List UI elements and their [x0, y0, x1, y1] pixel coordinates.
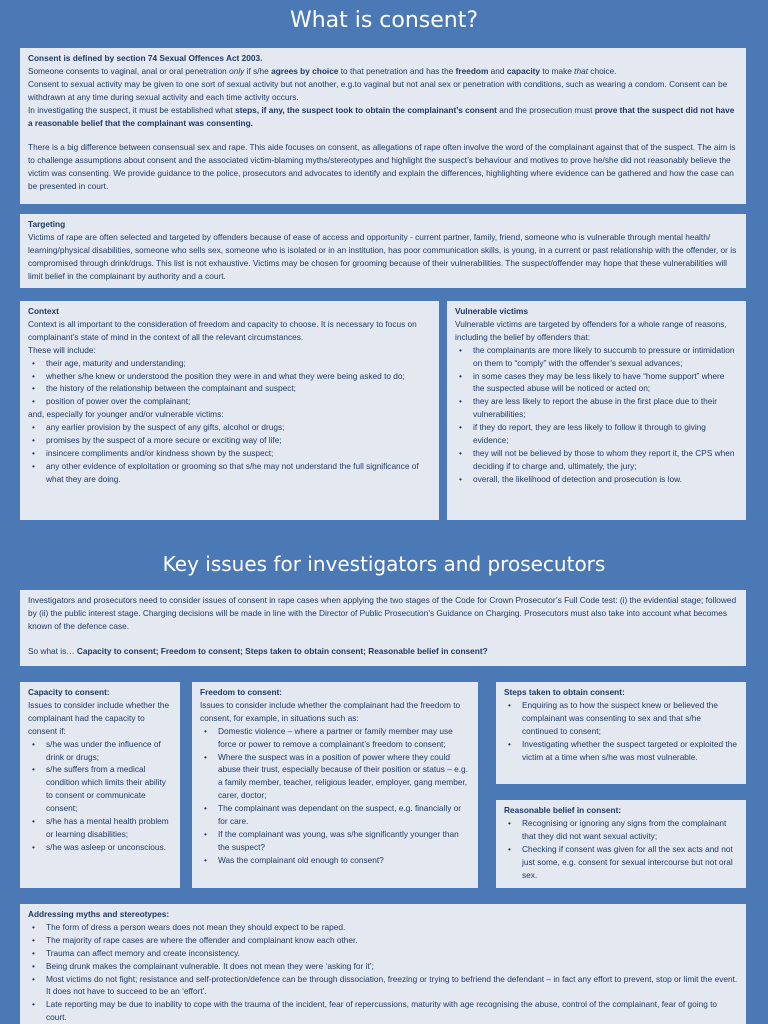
list-item: • the history of the relationship between the complainant and suspect;	[28, 382, 431, 395]
list-item: • s/he has a mental health problem or learning disabilities;	[28, 815, 172, 841]
myths-list	[28, 921, 738, 1024]
freedom-list	[200, 725, 470, 867]
list-item: • overall, the likelihood of detection and prosecution is low.	[455, 473, 738, 486]
vulnerable-victims-title: Vulnerable victims	[455, 306, 529, 316]
context-list-1	[28, 357, 431, 409]
context-and: and, especially for younger and/or vulnerable victims:	[28, 409, 224, 420]
context-panel	[20, 301, 439, 520]
steps-title: Steps taken to obtain consent:	[504, 687, 625, 697]
list-item: • If the complainant was young, was s/he significantly younger than the suspect?	[200, 828, 470, 854]
section-title: Key issues for investigators and prosecutors	[162, 552, 606, 576]
belief-list	[504, 817, 738, 882]
capacity-title: Capacity to consent:	[28, 687, 110, 697]
targeting-panel	[20, 214, 746, 288]
targeting-title: Targeting	[28, 219, 66, 229]
list-item: • s/he was under the influence of drink or drugs;	[28, 738, 172, 764]
list-item: • if they do report, they are less likely to follow it through to giving evidence;	[455, 421, 738, 447]
capacity-intro: Issues to consider include whether the complainant had the capacity to consent if:	[28, 699, 170, 736]
list-item: • Enquiring as to how the suspect knew or believed the complainant was consenting to sex and that s/he continued to consent;	[504, 699, 738, 738]
consent-text: choice.	[588, 65, 617, 76]
consent-text: and	[488, 65, 507, 76]
context-these: These will include:	[28, 344, 96, 355]
capacity-panel	[20, 682, 180, 888]
list-item: • The complainant was dependant on the suspect, e.g. financially or for care.	[200, 802, 470, 828]
consent-text: Someone consents to vaginal, anal or oral penetration	[28, 65, 230, 76]
list-item: • Where the suspect was in a position of power where they could abuse their trust, especially because of their position or status – e.g. a family member, teacher, religious leader, employer, gang member, carer, doctor;	[200, 751, 470, 803]
consent-text: and the prosecution must	[496, 104, 595, 115]
consent-text: to make	[540, 65, 575, 76]
freedom-title: Freedom to consent:	[200, 687, 283, 697]
list-item: • the complainants are more likely to succumb to pressure or intimidation on them to “comply” with the offender’s sexual advances;	[455, 344, 738, 370]
list-item: • insincere compliments and/or kindness shown by the suspect;	[28, 447, 431, 460]
list-item: • promises by the suspect of a more secure or exciting way of life;	[28, 434, 431, 447]
list-item: • Most victims do not fight; resistance and self-protection/defence can be through dissociation, freezing or trying to befriend the defendant – in fact any effort to prevent, stop or limit the event. It does not have to succeed to be an ‘effort’.	[28, 973, 738, 999]
freedom-panel	[192, 682, 478, 888]
list-item: • in some cases they may be less likely to have “home support” where the suspected abuse will be noticed or acted on;	[455, 370, 738, 396]
sowhat-lead: So what is…	[28, 645, 77, 656]
consent-emphasis: steps, if any, the suspect took to obtain the complainant’s consent	[235, 104, 497, 115]
consent-text: that	[574, 65, 588, 76]
list-item: • they will not be believed by those to whom they report it, the CPS when deciding if to charge and, ultimately, the jury;	[455, 447, 738, 473]
list-item: • Domestic violence – where a partner or family member may use force or power to remove a complainant’s freedom to consent;	[200, 725, 470, 751]
context-title: Context	[28, 306, 59, 316]
list-item: • Being drunk makes the complainant vulnerable. It does not mean they were ‘asking for it’;	[28, 960, 738, 973]
belief-panel	[496, 800, 746, 888]
vulnerable-victims-intro: Vulnerable victims are targeted by offenders for a whole range of reasons, including the belief by offenders that:	[455, 318, 727, 342]
consent-text: Consent to sexual activity may be given to one sort of sexual activity but not another, e.g.to vaginal but not anal sex or penetration with conditions, such as wearing a condom. Consent can be withdrawn at any time during sexual activity and each time activity occurs.	[28, 78, 728, 102]
myths-panel	[20, 904, 746, 1024]
key-issues-panel	[20, 590, 746, 666]
consent-definition-heading: Consent is defined by section 74 Sexual Offences Act 2003.	[28, 53, 263, 63]
steps-list	[504, 699, 738, 764]
list-item: • they are less likely to report the abuse in the first place due to their vulnerabilities;	[455, 395, 738, 421]
freedom-intro: Issues to consider include whether the complainant had the freedom to consent, for example, in situations such as:	[200, 699, 461, 723]
list-item: • any earlier provision by the suspect of any gifts, alcohol or drugs;	[28, 421, 431, 434]
list-item: • Checking if consent was given for all the sex acts and not just some, e.g. consent for sexual intercourse but not oral sex.	[504, 843, 738, 882]
vulnerable-victims-list	[455, 344, 738, 486]
list-item: • Recognising or ignoring any signs from the complainant that they did not want sexual activity;	[504, 817, 738, 843]
context-intro: Context is all important to the consideration of freedom and capacity to choose. It is necessary to focus on complainant’s state of mind in the context of all the relevant circumstances.	[28, 318, 417, 342]
list-item: • s/he suffers from a medical condition which limits their ability to consent or communicate consent;	[28, 763, 172, 815]
key-issues-sowhat	[28, 645, 738, 658]
consent-aim-paragraph: There is a big difference between consensual sex and rape. This aide focuses on consent, as allegations of rape often involve the word of the complainant against that of the suspect. The aim is to challenge assumptions about consent and the associated victim-blaming myths/stereotypes and highlight the suspect’s behaviour and motives to prove he/she did not reasonably believe the victim was consenting. We provide guidance to the police, prosecutors and advocates to identify and explain the differences, highlighting where evidence can be gathered and how the case can be presented in court.	[28, 142, 736, 192]
list-item: • position of power over the complainant;	[28, 395, 431, 408]
list-item: • The majority of rape cases are where the offender and complainant know each other.	[28, 934, 738, 947]
consent-text: In investigating the suspect, it must be established what	[28, 104, 236, 115]
list-item: • The form of dress a person wears does not mean they should expect to be raped.	[28, 921, 738, 934]
list-item: • whether s/he knew or understood the position they were in and what they were being asked to do;	[28, 370, 431, 383]
consent-text: if s/he	[244, 65, 272, 76]
consent-definition-paragraph	[28, 52, 738, 129]
consent-emphasis: capacity	[506, 65, 541, 76]
list-item: • Was the complainant old enough to consent?	[200, 854, 470, 867]
consent-text: only	[229, 65, 245, 76]
page-title: What is consent?	[289, 8, 479, 33]
consent-emphasis: freedom	[455, 65, 489, 76]
belief-title: Reasonable belief in consent:	[504, 805, 622, 815]
key-issues-text: Investigators and prosecutors need to consider issues of consent in rape cases when applying the two stages of the Code for Crown Prosecutor’s Full Code test: (i) the evidential stage; followed by (ii) the public interest stage. Charging decisions will be made in line with the Director of Public Prosecution’s Guidance on Charging. Prosecutors must also take into account what becomes known of the defence case.	[28, 595, 737, 631]
steps-panel	[496, 682, 746, 784]
list-item: • Trauma can affect memory and create inconsistency.	[28, 947, 738, 960]
list-item: • their age, maturity and understanding;	[28, 357, 431, 370]
consent-emphasis: prove that the suspect did not have a reasonable belief that the complainant was consenting.	[28, 104, 735, 128]
list-item: • Late reporting may be due to inability to cope with the trauma of the incident, fear of repercussions, maturity with age recognising the abuse, control of the complainant, fear of going to court.	[28, 998, 738, 1024]
list-item: • s/he was asleep or unconscious.	[28, 841, 172, 854]
list-item: • Investigating whether the suspect targeted or exploited the victim at a time when s/he was most vulnerable.	[504, 738, 738, 764]
capacity-list	[28, 738, 172, 854]
consent-definition-panel	[20, 48, 746, 204]
myths-title: Addressing myths and stereotypes:	[28, 909, 170, 919]
targeting-text: Victims of rape are often selected and targeted by offenders because of ease of access and opportunity - current partner, family, friend, someone who is vulnerable through mental health/ learning/physical disabilities, someone who sells sex, someone who is isolated or in an institution, has poor communication skills, is young, in a current or past relationship with the offender, or is compromised through drink/drugs. This list is not exhaustive. Victims may be chosen for grooming because of their vulnerabilities. The suspect/offender may hope that these vulnerabilities will limit belief in the complainant by authority and a court.	[28, 231, 737, 281]
consent-emphasis: agrees by choice	[271, 65, 339, 76]
consent-text: to that penetration and has the	[338, 65, 456, 76]
list-item: • any other evidence of exploitation or grooming so that s/he may not understand the full significance of what they are doing.	[28, 460, 431, 486]
context-list-2	[28, 421, 431, 486]
vulnerable-victims-panel	[447, 301, 746, 520]
sowhat-topics: Capacity to consent; Freedom to consent; Steps taken to obtain consent; Reasonable belief in consent?	[76, 645, 488, 656]
